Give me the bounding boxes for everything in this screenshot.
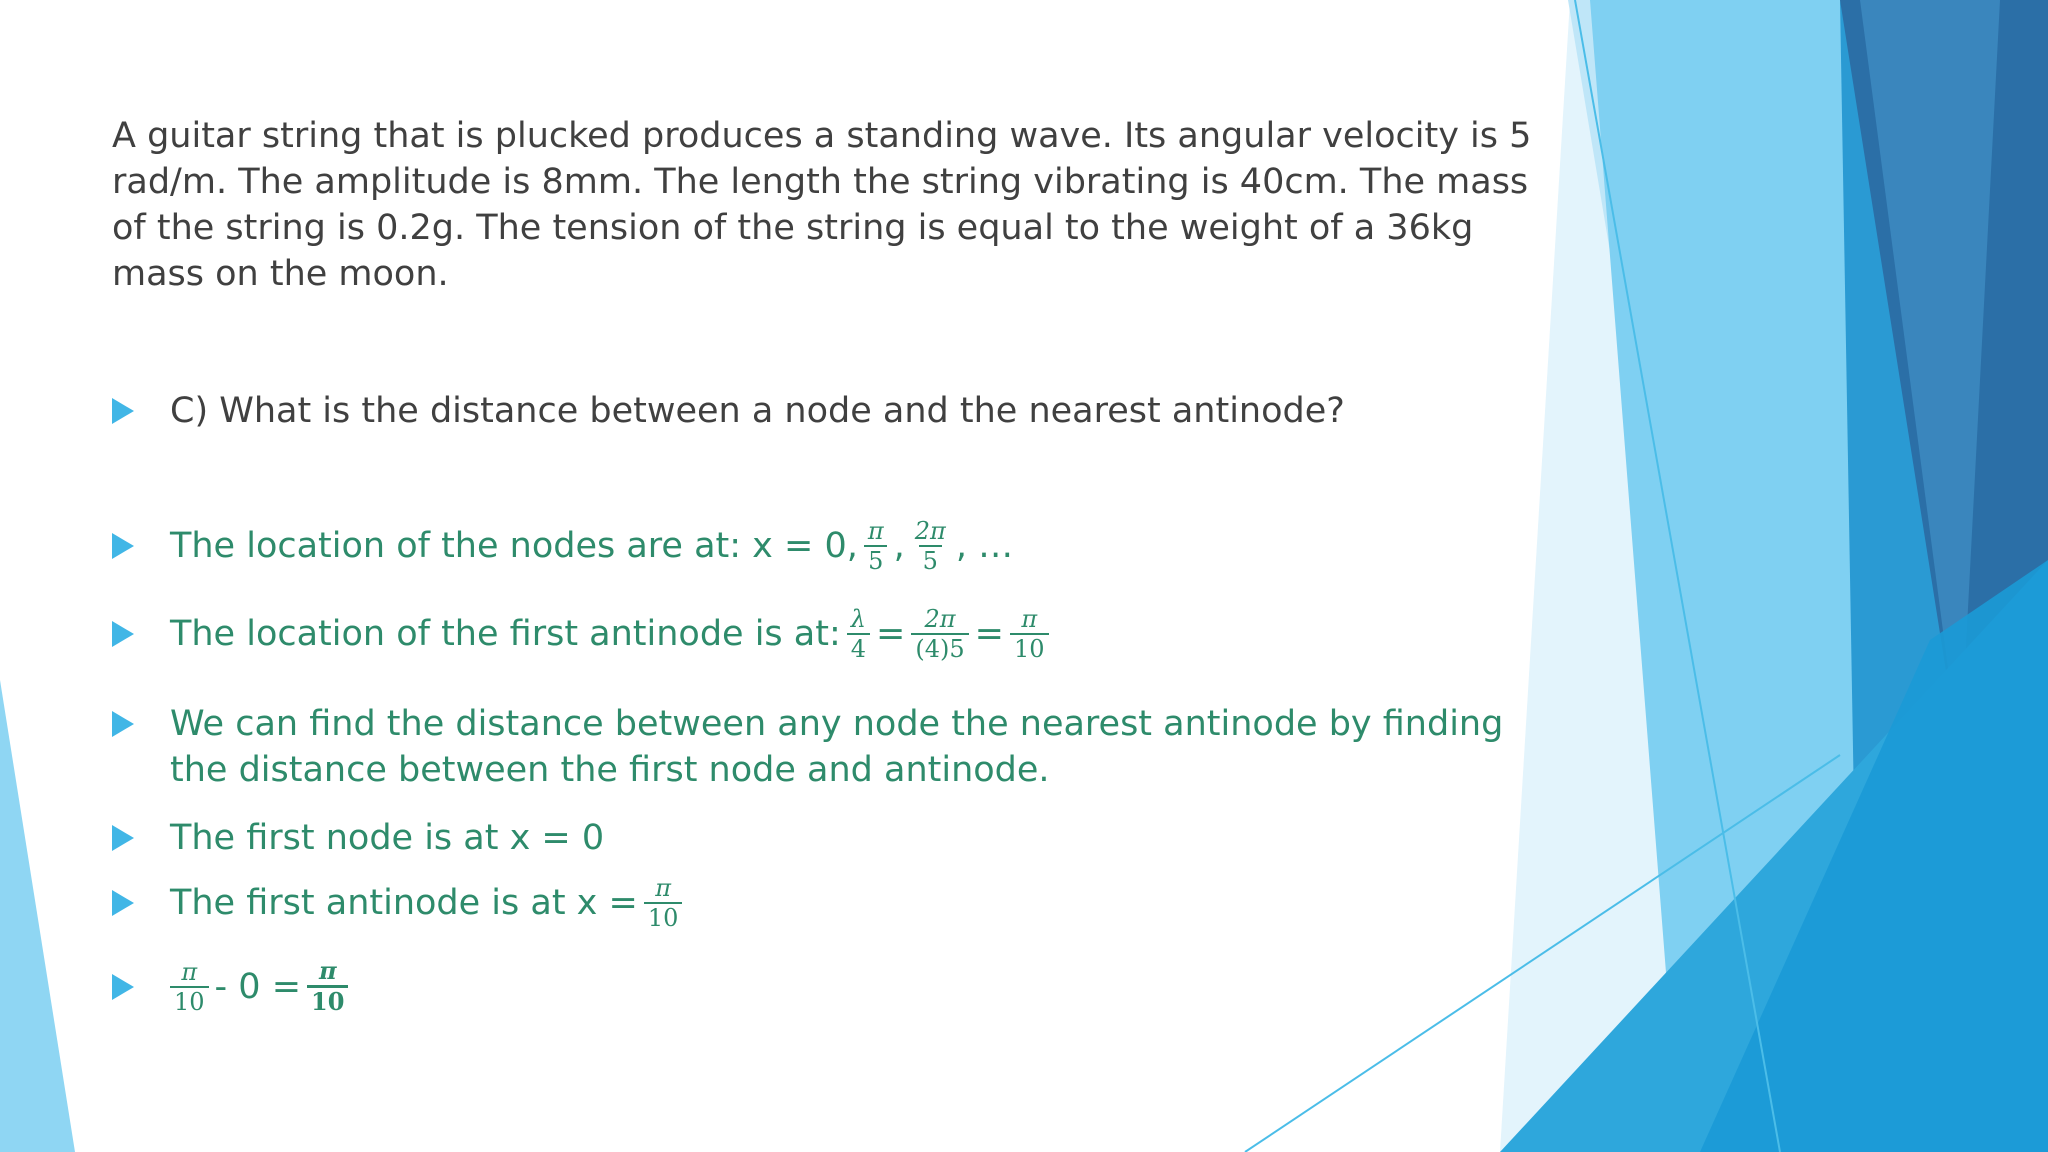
fraction-denominator: 10 <box>307 985 348 1016</box>
result-line <box>170 957 354 1016</box>
antinode-line <box>170 605 1055 663</box>
fraction-2pi-over-5 <box>911 517 950 575</box>
bullet-nodes <box>112 517 1013 575</box>
fraction-numerator: 2π <box>924 605 956 633</box>
fraction-pi-over-10 <box>1010 605 1049 663</box>
antinode-text: The location of the first antinode is at: <box>170 614 841 654</box>
fraction-2pi-over-4x5 <box>911 605 968 663</box>
fraction-denominator: 10 <box>1010 633 1049 663</box>
fraction-numerator: π <box>655 874 671 902</box>
fraction-lambda-over-4 <box>847 605 870 663</box>
equals-sign: = <box>876 614 906 654</box>
fraction-denominator: 10 <box>170 986 209 1016</box>
nodes-text: The location of the nodes are at: x = 0, <box>170 526 858 566</box>
first-antinode-line <box>170 874 688 932</box>
equals-sign: = <box>974 614 1004 654</box>
fraction-numerator: λ <box>850 605 867 633</box>
method-text: We can find the distance between any node the nearest antinode by finding the distance between the first node and antinode. <box>170 704 1504 790</box>
fraction-denominator: (4)5 <box>911 633 968 663</box>
fraction-denominator: 5 <box>919 545 942 575</box>
bullet-arrow-icon <box>112 621 134 647</box>
fraction-numerator: 2π <box>914 517 946 545</box>
fraction-denominator: 5 <box>864 545 887 575</box>
fraction-pi-over-5 <box>864 517 888 575</box>
fraction-numerator: π <box>1021 605 1038 633</box>
question-text: C) What is the distance between a node and the nearest antinode? <box>170 391 1345 431</box>
bullet-result <box>112 957 354 1016</box>
bullet-arrow-icon <box>112 533 134 559</box>
fraction-numerator: π <box>318 956 337 985</box>
first-node-text: The first node is at x = 0 <box>170 818 605 858</box>
bullet-arrow-icon <box>112 974 134 1000</box>
bullet-question <box>112 388 1345 434</box>
fraction-denominator: 10 <box>644 902 683 932</box>
bullet-arrow-icon <box>112 825 134 851</box>
fraction-numerator: π <box>867 517 884 545</box>
result-middle: - 0 = <box>214 966 302 1007</box>
answer-fraction <box>307 957 348 1016</box>
bullet-arrow-icon <box>112 711 134 737</box>
nodes-line <box>170 517 1013 575</box>
bullet-method <box>112 701 1532 793</box>
bullet-first-antinode <box>112 874 688 932</box>
fraction-numerator: π <box>181 957 198 986</box>
first-antinode-text: The first antinode is at x = <box>170 883 638 923</box>
bullet-first-node <box>112 815 604 861</box>
nodes-ellipsis: , … <box>955 526 1014 566</box>
bullet-arrow-icon <box>112 890 134 916</box>
problem-statement: A guitar string that is plucked produces a standing wave. Its angular velocity is 5 rad/m. The amplitude is 8mm. The length the string vibrating is 40cm. The mass of the string is 0.2g. The tension of the string is equal to the weight of a 36kg mass on the moon. <box>112 116 1532 294</box>
fraction-denominator: 4 <box>847 633 870 663</box>
fraction-pi-over-10 <box>644 874 683 932</box>
nodes-separator: , <box>893 526 905 566</box>
bullet-antinode <box>112 605 1055 663</box>
bullet-arrow-icon <box>112 398 134 424</box>
fraction-pi-over-10 <box>170 958 209 1016</box>
